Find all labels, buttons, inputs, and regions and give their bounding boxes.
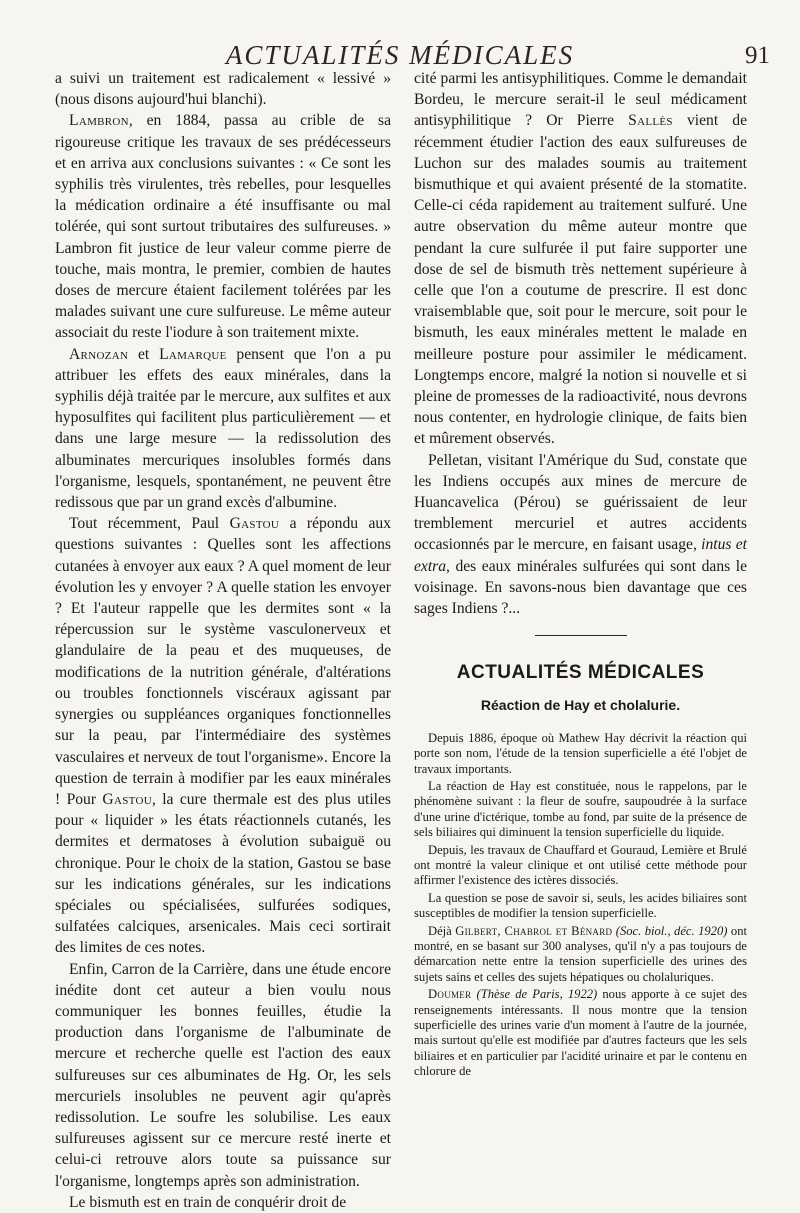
paragraph: cité parmi les antisyphilitiques. Comme le demandait Bordeu, le mercure serait-il le seul médicament antisyphilitique ? Or Pierre Sallès vient de récemment étudier l'action des eaux sulfureuses de Luchon sur des malades soumis au traitement bismuthique et qui avaient présenté de la stomatite. Celle-ci céda rapidement au traitement sulfuré. Une autre observation du même auteur montre que pendant la cure sulfurée il put faire supporter une dose de sel de bismuth très nettement supérieure à celle que l'on a coutume de prescrire. Il est donc vraisemblable que, soit pour le mercure, soit pour le bismuth, les eaux minérales mettent le malade en meilleure posture pour assimiler le médicament. Longtemps encore, malgré la notion si nouvelle et si pleine de promesses de la radioactivité, nous devrons nous contenter, en hydrologie clinique, de faits bien et mûrement observés. [414, 70, 747, 448]
author-name: Lamarque [159, 345, 227, 363]
paragraph: La question se pose de savoir si, seuls, les acides biliaires sont susceptibles de modifier la tension superficielle. [414, 890, 747, 921]
paragraph: Arnozan et Lamarque pensent que l'on a pu attribuer les effets des eaux minérales, dans la syphilis déjà traitée par le mercure, aux sulfites et aux hyposulfites qui facilitent plus particulièrement — et dans une large mesure — la redissolution des albuminates mercuriques insolubles formés dans l'organisme, lesquels, spontanément, ne peuvent être redissous que par un grand excès d'albumine. [55, 345, 392, 512]
paragraph: Le bismuth est en train de conquérir droit de [69, 1193, 347, 1211]
paragraph: Tout récemment, Paul Gastou a répondu aux questions suivantes : Quelles sont les affections cutanées à envoyer aux eaux ? A quel moment de leur évolution les y envoyer ? A quelle station les envoyer ? Et l'auteur rappelle que les dermites sont « la répercussion sur le système vasculonerveux et glandulaire de la peau et des muqueuses, de modifications de la nutrition générale, d'altérations ou troubles fonctionnels viscéraux agissant par synergies ou suppléances organiques fonctionnelles sur la peau, par l'intermédiaire des systèmes vasculaires et nerveux de tout l'organisme». Encore la question de terrain à modifier par les eaux minérales ! Pour Gastou, la cure thermale est des plus utiles pour « liquider » les états réactionnels cutanés, les dermites et dermatoses à évolution subaiguë ou chronique. Pour le choix de la station, Gastou se base sur les indications générales, sur les indications spéciales ou spécialisées, sulfurées sodiques, sulfatées calciques, arsenicales. Mais ceci sortirait des limites de ces notes. [55, 515, 391, 957]
author-name: Sallès [628, 112, 673, 130]
paragraph: Depuis 1886, époque où Mathew Hay décrivit la réaction qui porte son nom, l'étude de la tension superficielle a été l'objet de travaux importants. [414, 730, 747, 776]
citation: (Soc. biol., déc. 1920) [612, 923, 728, 938]
paragraph: a suivi un traitement est radicalement « lessivé » (nous disons aujourd'hui blanchi). [55, 70, 391, 109]
paragraph: Doumer (Thèse de Paris, 1922) nous apporte à ce sujet des renseignements intéressants. Il nous montre que la tension superficielle des urines varie d'un moment à l'autre de la journée, mais surtout qu'elle est modifiée par d'autres facteurs que les sels biliaires et en particulier par l'acidité urinaire et par le contenu en chlorure de [414, 987, 747, 1079]
author-name: Gastou [102, 790, 152, 808]
paragraph: Enfin, Carron de la Carrière, dans une étude encore inédite dont cet auteur a bien voulu nous communiquer les bonnes feuilles, étudie la production dans l'organisme de l'albuminate de mercure et recherche quelle est l'action des eaux sulfureuses sur ces albuminates de Hg. Or, les sels mercuriels insolubles ne peuvent agir qu'après redissolution. Le soufre les solubilise. Les eaux sulfureuses agissent sur ce mercure resté inerte et celui-ci retrouve alors toute sa puissance sur l'organisme, longtemps après son administration. [55, 960, 391, 1190]
author-name: Gilbert, Chabrol et Bénard [455, 923, 613, 938]
author-name: Doumer [428, 987, 472, 1002]
paragraph: Depuis, les travaux de Chauffard et Gouraud, Lemière et Brulé ont montré la valeur clinique et ont utilisé cette méthode pour affirmer l'existence des ictères dissociés. [414, 842, 747, 888]
article-title: Réaction de Hay et cholalurie. [480, 697, 681, 714]
section-divider [535, 635, 627, 636]
left-column [55, 68, 391, 1213]
paragraph: La réaction de Hay est constituée, nous le rappelons, par le phénomène suivant : la fleur de soufre, saupoudrée à la surface d'une urine d'ictérique, tombe au fond, par suite de la présence de sels biliaires qui diminuent la tension superficielle du liquide. [414, 778, 747, 840]
citation: (Thèse de Paris, 1922) [471, 987, 598, 1002]
page-header [0, 20, 800, 70]
author-name: Arnozan [69, 345, 129, 363]
author-name: Lambron [69, 112, 129, 130]
author-name: Gastou [229, 515, 280, 533]
latin-phrase: intus et extra [414, 536, 747, 575]
section-title: ACTUALITÉS MÉDICALES [456, 662, 705, 684]
article-body [414, 731, 747, 1080]
right-column [414, 68, 747, 1082]
paragraph: Lambron, en 1884, passa au crible de sa rigoureuse critique les travaux de ses prédécesseurs et en arriva aux conclusions suivantes : « Ce sont les syphilis très virulentes, très rebelles, pour lesquelles la médication ordinaire a été insuffisante ou mal tolérée, qui sont surtout tributaires des sulfureuses. » Lambron fit justice de leur valeur comme pierre de touche, mais montra, le premier, combien de hautes doses de mercure étaient facilement tolérées par les malades suivant une cure sulfureuse. Le même auteur associait du reste l'iodure à son traitement mixte. [55, 112, 391, 342]
paragraph: Déjà Gilbert, Chabrol et Bénard (Soc. biol., déc. 1920) ont montré, en se basant sur 300 analyses, qu'il n'y a pas toujours de démarcation nette entre la tension superficielle des urines des sujets sains et celles des sujets hépatiques ou cholaluriques. [414, 923, 747, 984]
running-title: ACTUALITÉS MÉDICALES [225, 40, 575, 70]
page-number: 91 [745, 42, 770, 69]
paragraph: Pelletan, visitant l'Amérique du Sud, constate que les Indiens occupés aux mines de mercure de Huancavelica (Pérou) se guérissaient de leur tremblement mercuriel et autres accidents occasionnés par le mercure, en faisant usage, intus et extra, des eaux minérales sulfurées qui sont dans le voisinage. En savons-nous bien davantage que ces sages Indiens ?... [414, 451, 747, 618]
